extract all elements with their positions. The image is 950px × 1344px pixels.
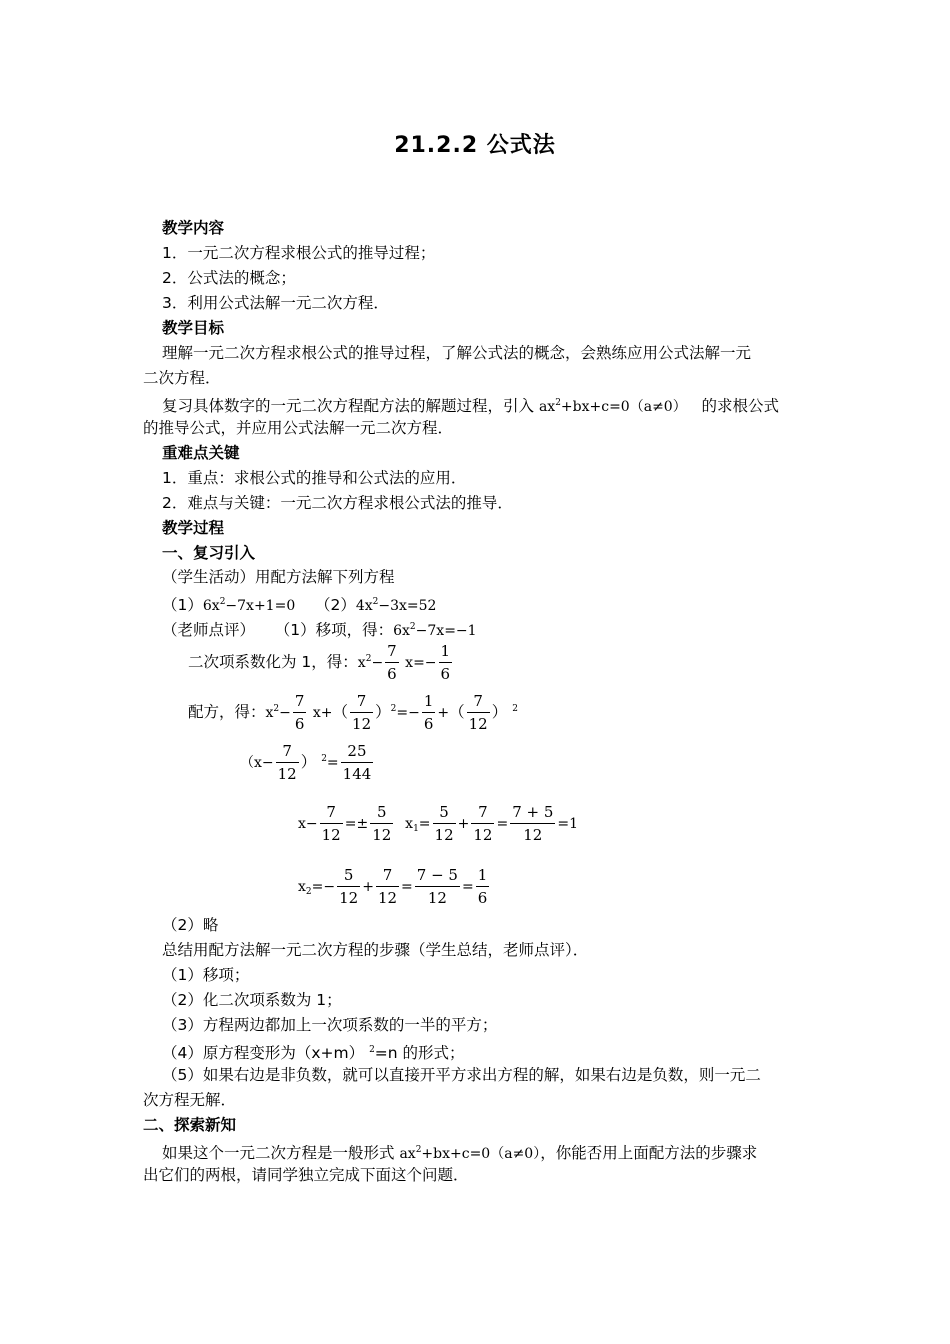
step-item: （5）如果右边是非负数，就可以直接开平方求出方程的解，如果右边是负数，则一元二 [162, 1066, 761, 1084]
fraction: $\frac{5}{12}$ [339, 866, 359, 907]
fraction: $\frac{7}{12}$ [468, 692, 488, 733]
equation-complete-square: 配方，得：$x^2-$ $\frac{7}{6}$ x+（ $\frac{7}{12}$ ）$^2$=− $\frac{1}{6}$ +（ $\frac{7}{12}$ ） $^2$ [188, 692, 518, 733]
fraction: $\frac{5}{12}$ [434, 803, 454, 844]
step-item: （1）移项； [162, 966, 250, 984]
fraction: $\frac{1}{6}$ [423, 692, 434, 733]
explore-paragraph-line: 如果这个一元二次方程是一般形式 $ax^2+bx+c=0(a\ne 0)$，你能否用上面配方法的步骤求 [162, 1144, 758, 1162]
goals-paragraph-line: 的推导公式，并应用公式法解一元二次方程． [143, 419, 454, 437]
fraction: $\frac{7}{12}$ [377, 866, 398, 907]
goals-paragraph-line: 理解一元二次方程求根公式的推导过程，了解公式法的概念，会熟练应用公式法解一元 [162, 344, 752, 362]
fraction: $\frac{7}{12}$ [352, 692, 372, 733]
fraction: $\frac{7}{12}$ [473, 803, 493, 844]
fraction: $\frac{7 - 5}{12}$ [416, 866, 458, 907]
fraction: $\frac{1}{6}$ [477, 866, 488, 907]
key-point-item: 1．重点：求根公式的推导和公式法的应用． [162, 469, 467, 487]
fraction: $\frac{7}{6}$ [387, 642, 397, 683]
problems-line: $(1)6x^2-7x+1=0$ $(2)4x^2-3x=52$ [162, 596, 437, 614]
content-item: 1．一元二次方程求根公式的推导过程； [162, 244, 436, 262]
equation-root-x2: $x_2=-$ $\frac{5}{12}$ + $\frac{7}{12}$ = $\frac{7 - 5}{12}$ = $\frac{1}{6}$ [298, 866, 488, 907]
fraction: $\frac{7 + 5}{12}$ [512, 803, 554, 844]
fraction: $\frac{5}{12}$ [372, 803, 392, 844]
step-item: （2）化二次项系数为 1； [162, 991, 342, 1009]
review-line: （老师点评） （1）移项，得：$6x^2-7x=-1$ [162, 621, 477, 639]
omit-line: （2）略 [162, 916, 219, 934]
fraction: $\frac{1}{6}$ [440, 642, 451, 683]
step-item: （4）原方程变形为（x+m） $^2$=n 的形式； [162, 1044, 465, 1062]
fraction: $\frac{7}{12}$ [277, 742, 297, 783]
heading-part-one: 一、复习引入 [162, 544, 256, 562]
fraction: $\frac{7}{6}$ [294, 692, 305, 733]
key-point-item: 2．难点与关键：一元二次方程求根公式法的推导． [162, 494, 513, 512]
step-item-continuation: 次方程无解． [143, 1091, 237, 1109]
equation-normalize: 二次项系数化为 1，得：$x^2-$ $\frac{7}{6}$ x=− $\frac{1}{6}$ [188, 642, 451, 683]
heading-teaching-goals: 教学目标 [162, 319, 225, 337]
summary-line: 总结用配方法解一元二次方程的步骤（学生总结，老师点评）． [162, 941, 589, 959]
equation-root-x1: x− $\frac{7}{12}$ =± $\frac{5}{12}$ $x_1=$ $\frac{5}{12}$ + $\frac{7}{12}$ = $\frac{7 + 5}{12}$ =1 [298, 803, 579, 844]
heading-part-two: 二、探索新知 [143, 1116, 237, 1134]
fraction: $\frac{7}{12}$ [321, 803, 341, 844]
goals-paragraph-line: 复习具体数字的一元二次方程配方法的解题过程，引入 $ax^2+bx+c=0(a\ne 0)$ 的求根公式 [162, 397, 779, 415]
heading-key-points: 重难点关键 [162, 444, 240, 462]
step-item: （3）方程两边都加上一次项系数的一半的平方； [162, 1016, 498, 1034]
content-item: 3．利用公式法解一元二次方程． [162, 294, 389, 312]
heading-teaching-content: 教学内容 [162, 219, 225, 237]
activity-line: （学生活动）用配方法解下列方程 [162, 568, 395, 586]
heading-teaching-process: 教学过程 [162, 519, 225, 537]
page-title: 21.2.2 公式法 [394, 133, 556, 158]
explore-paragraph-line: 出它们的两根，请同学独立完成下面这个问题． [143, 1166, 469, 1184]
content-item: 2．公式法的概念； [162, 269, 296, 287]
fraction: $\frac{25}{144}$ [342, 742, 372, 783]
goals-paragraph-line: 二次方程． [143, 369, 221, 387]
equation-square-form: （x− $\frac{7}{12}$ ） $^2$= $\frac{25}{144}$ [240, 742, 372, 783]
